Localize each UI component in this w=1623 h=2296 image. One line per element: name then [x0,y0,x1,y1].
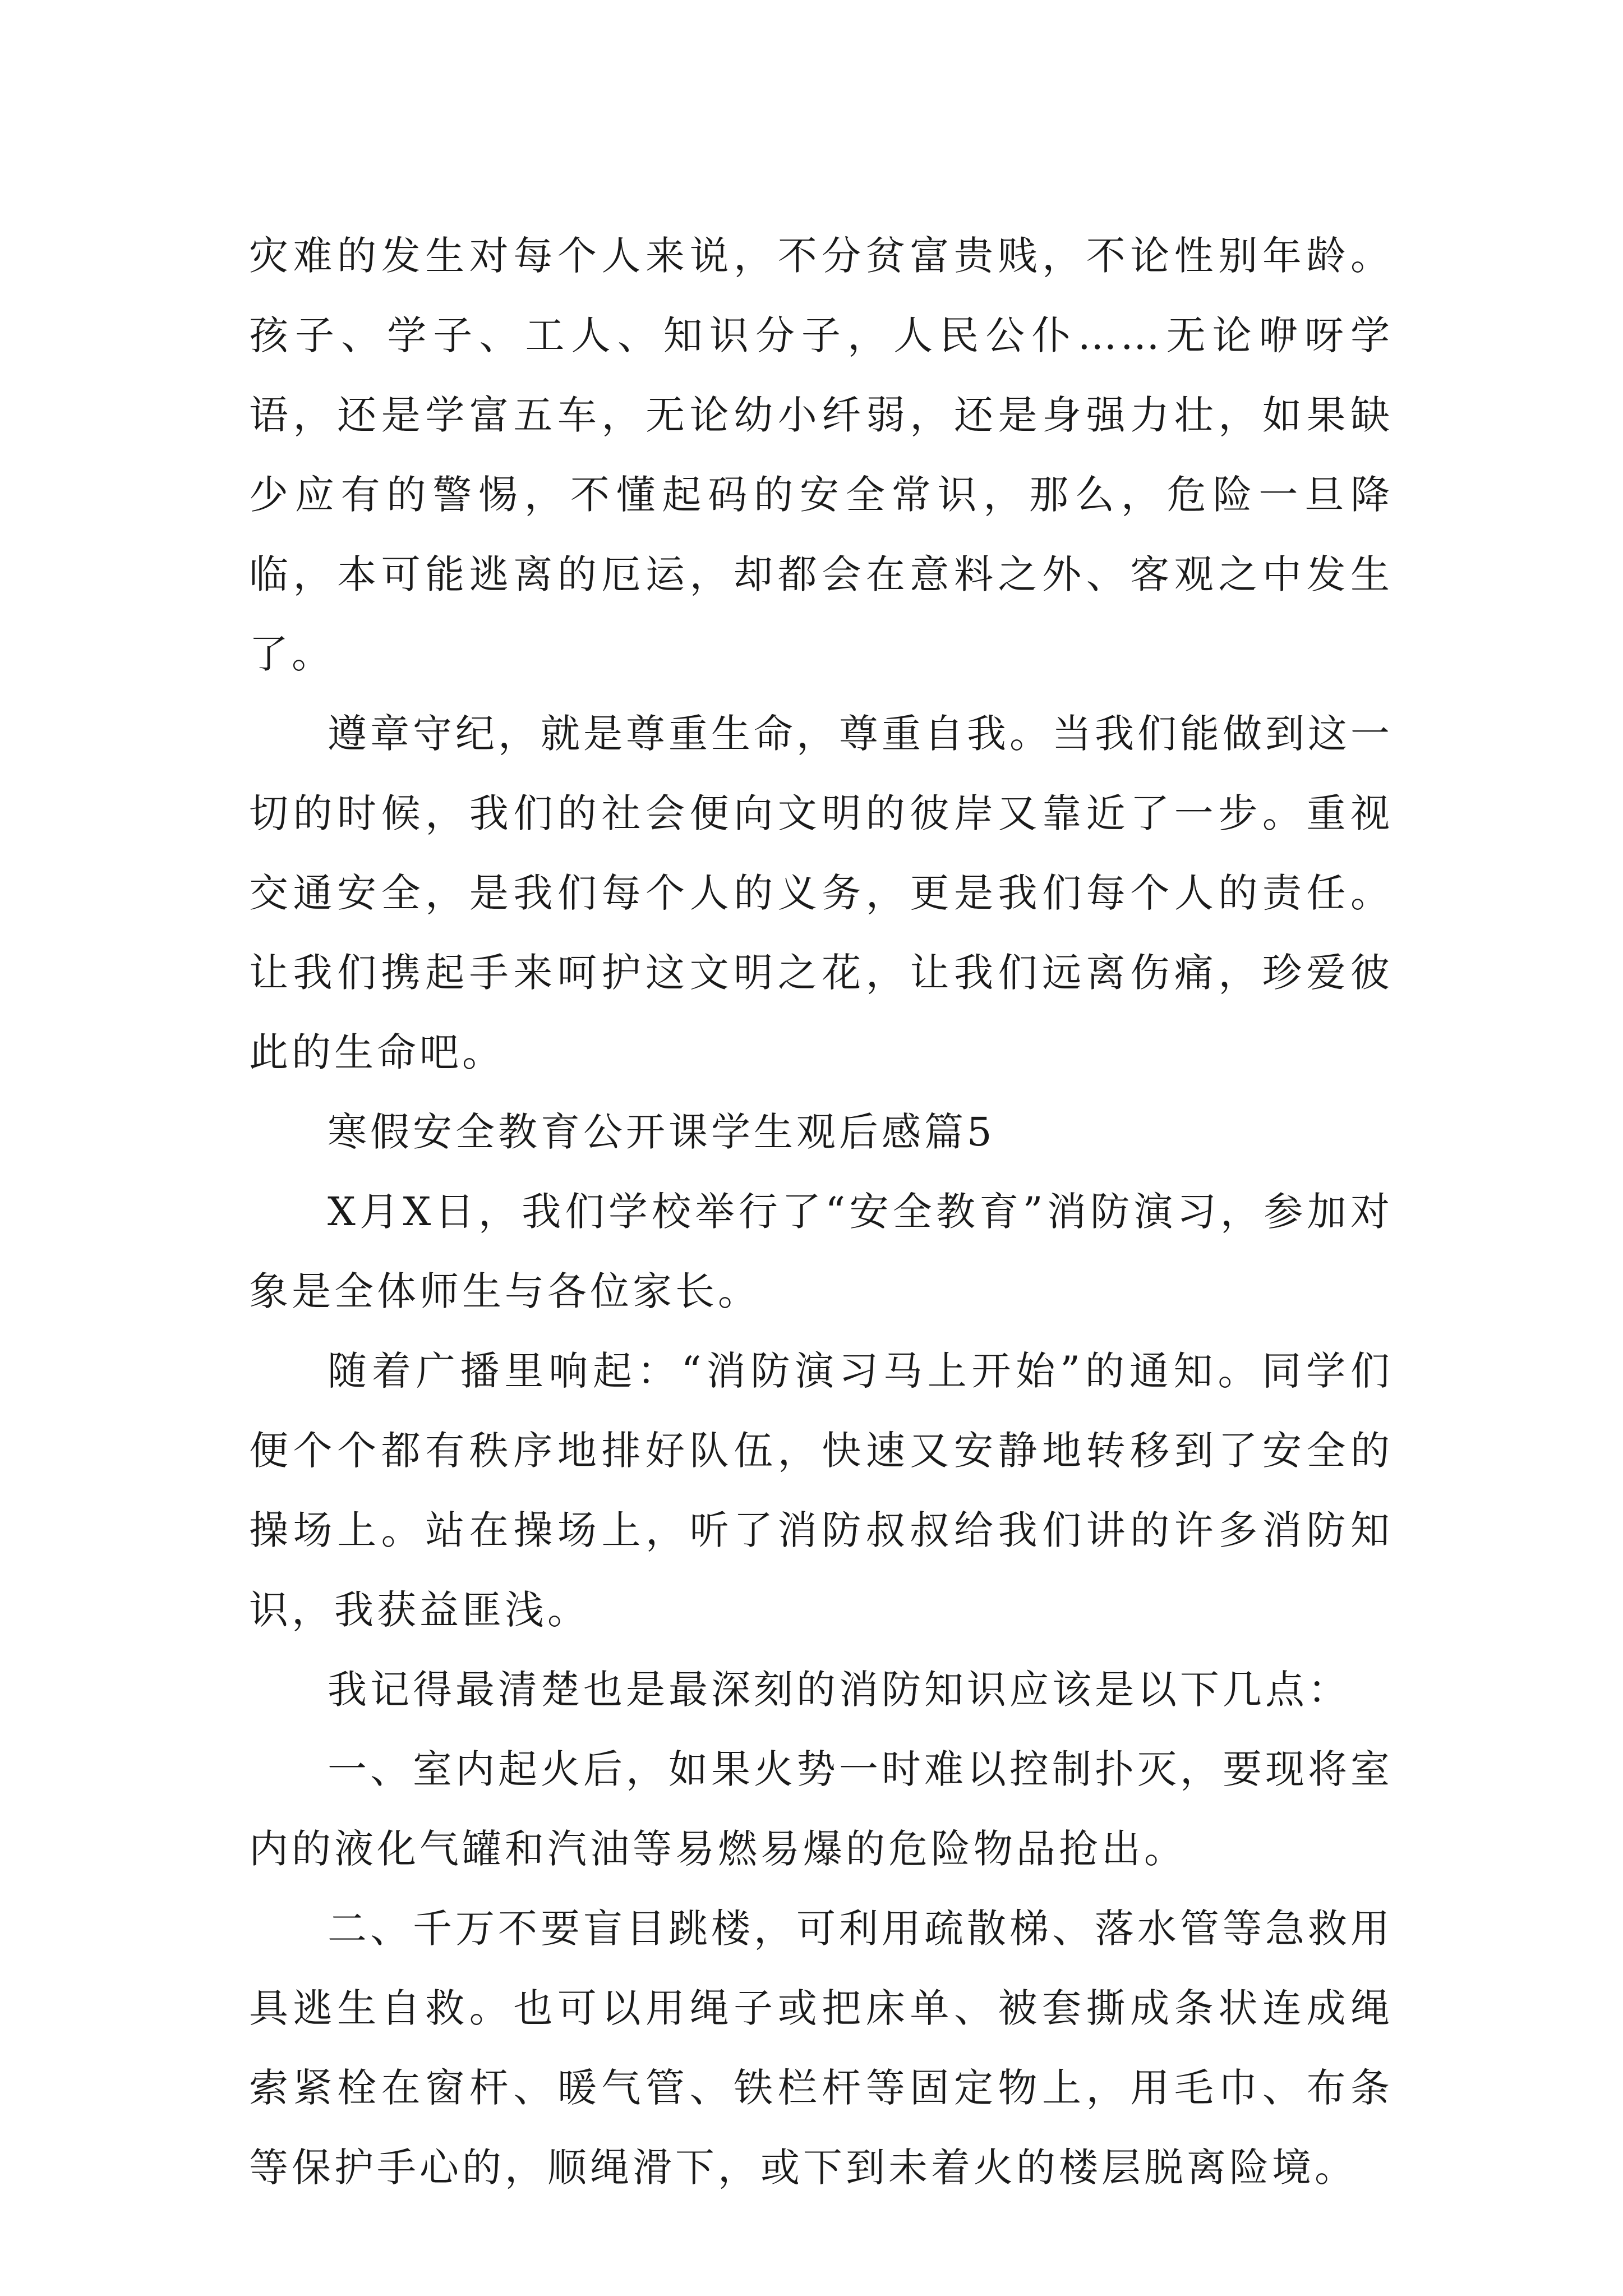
paragraph-1: 灾难的发生对每个人来说，不分贫富贵贱，不论性别年龄。孩子、学子、工人、知识分子，人民公仆……无论咿呀学语，还是学富五车，无论幼小纤弱，还是身强力壮，如果缺少应有的警惕，不懂起码的安全常识，那么，危险一旦降临，本可能逃离的厄运，却都会在意料之外、客观之中发生了。 [249,233,1393,677]
paragraph-2: 遵章守纪，就是尊重生命，尊重自我。当我们能做到这一切的时候，我们的社会便向文明的彼岸又靠近了一步。重视交通安全，是我们每个人的义务，更是我们每个人的责任。让我们携起手来呵护这文明之花，让我们远离伤痛，珍爱彼此的生命吧。 [249,711,1393,1075]
section-heading: 寒假安全教育公开课学生观后感篇5 [328,1109,995,1155]
paragraph-4: 随着广播里响起：“消防演习马上开始”的通知。同学们便个个都有秩序地排好队伍，快速又安静地转移到了安全的操场上。站在操场上，听了消防叔叔给我们讲的许多消防知识，我获益匪浅。 [249,1348,1393,1633]
list-item-2: 二、千万不要盲目跳楼，可利用疏散梯、落水管等急救用具逃生自救。也可以用绳子或把床单、被套撕成条状连成绳索紧栓在窗杆、暖气管、铁栏杆等固定物上，用毛巾、布条等保护手心的，顺绳滑下，或下到未着火的楼层脱离险境。 [249,1906,1393,2191]
document-body [249,216,1393,2207]
paragraph-3: X月X日，我们学校举行了“安全教育”消防演习，参加对象是全体师生与各位家长。 [249,1189,1393,1314]
paragraph-5: 我记得最清楚也是最深刻的消防知识应该是以下几点： [328,1667,1350,1713]
list-item-1: 一、室内起火后，如果火势一时难以控制扑灭，要现将室内的液化气罐和汽油等易燃易爆的危险物品抢出。 [249,1746,1393,1872]
